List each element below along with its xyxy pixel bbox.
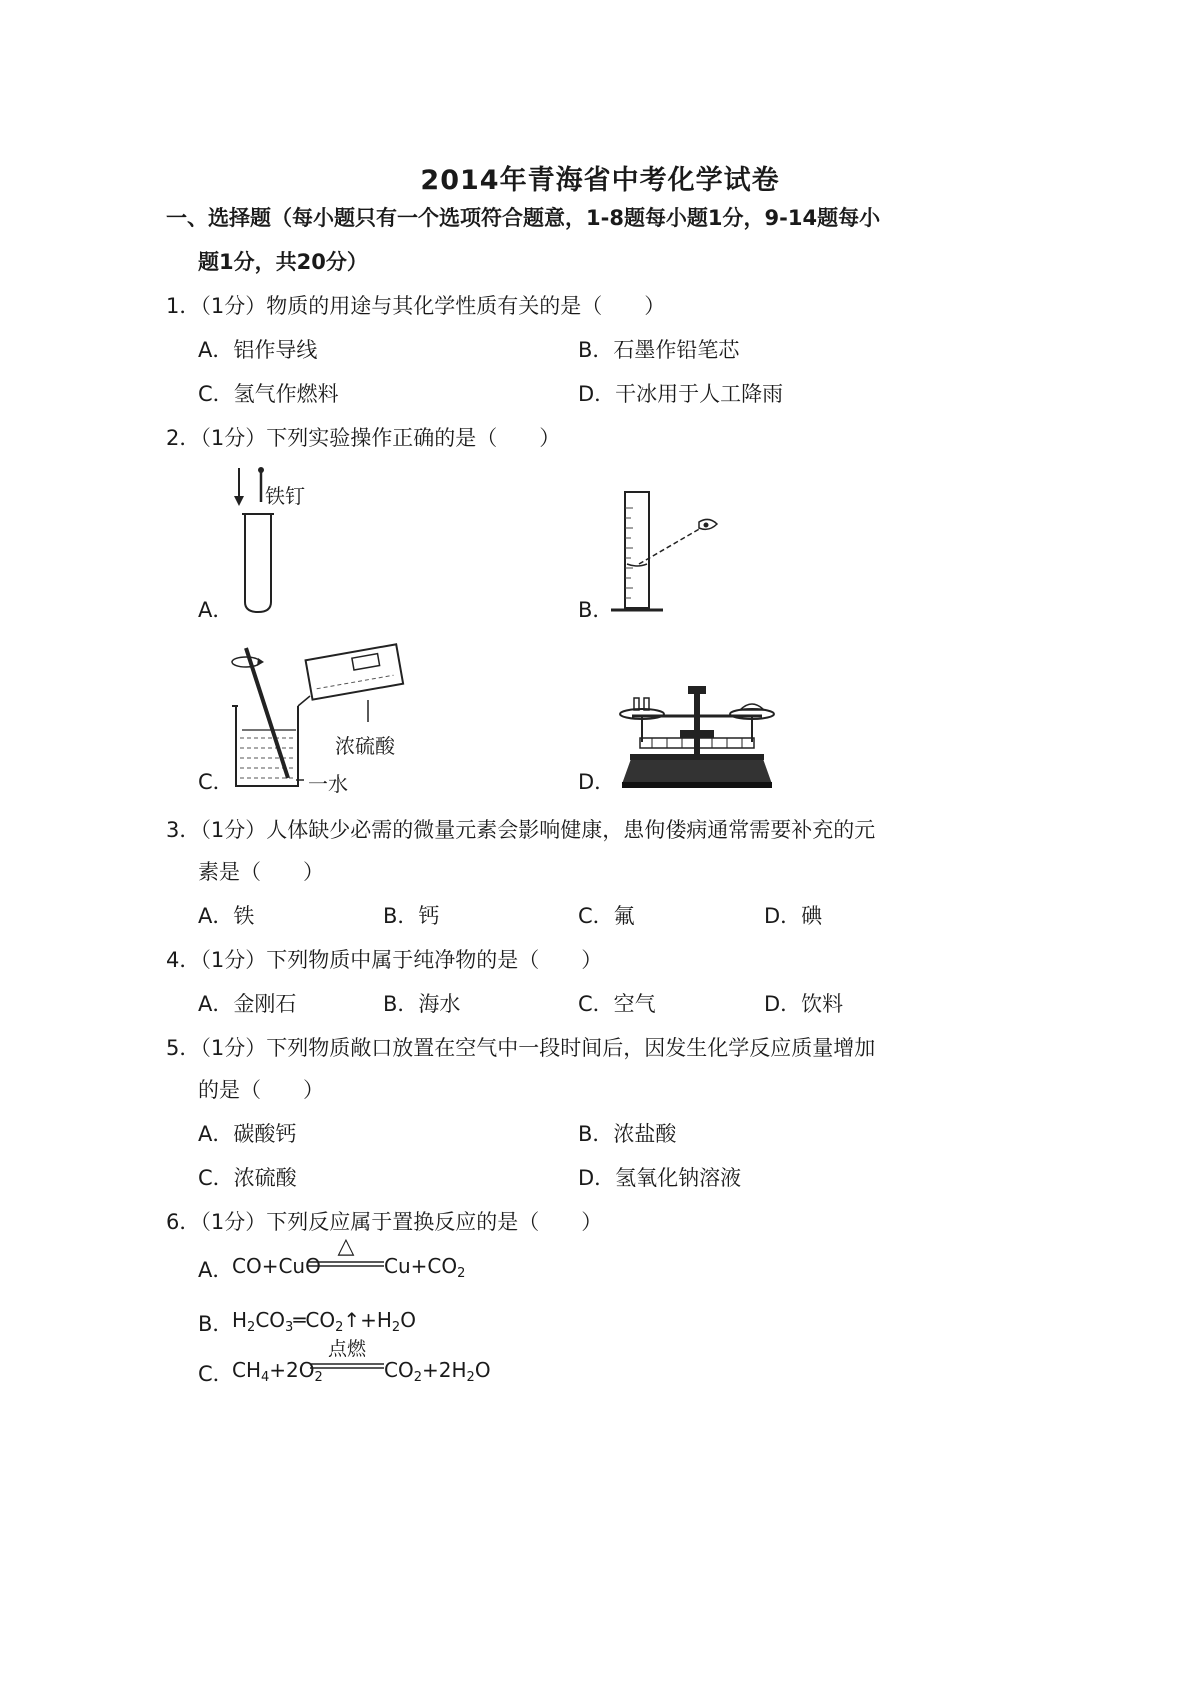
- section-heading-line2: 题1分，共20分）: [198, 250, 368, 274]
- section-heading-line1: 一、选择题（每小题只有一个选项符合题意，1-8题每小题1分，9-14题每小: [166, 206, 881, 230]
- question-stem: 下列物质敞口放置在空气中一段时间后，因发生化学反应质量增加: [266, 1036, 876, 1060]
- q4-option-d[interactable]: D．饮料: [764, 992, 844, 1016]
- q2-option-a[interactable]: A．: [198, 598, 234, 622]
- q1-option-a[interactable]: A．铝作导线: [198, 338, 318, 362]
- question-4: [166, 944, 602, 974]
- q3-option-d[interactable]: D．碘: [764, 904, 823, 928]
- question-2: [166, 422, 560, 452]
- question-number: 2．: [166, 426, 201, 450]
- graduated-cylinder-figure: [605, 488, 725, 618]
- question-score: （1分）: [200, 294, 267, 318]
- question-stem: 下列反应属于置换反应的是（ ）: [266, 1210, 603, 1234]
- question-number: 5．: [166, 1036, 201, 1060]
- q6-option-c[interactable]: C．: [198, 1362, 234, 1386]
- nail-label: 铁钉: [265, 484, 305, 508]
- question-score: （1分）: [200, 948, 267, 972]
- q4-option-b[interactable]: B．海水: [383, 992, 461, 1016]
- question-stem: 下列物质中属于纯净物的是（ ）: [266, 948, 603, 972]
- q5-option-d[interactable]: D．氢氧化钠溶液: [578, 1166, 742, 1190]
- question-score: （1分）: [200, 818, 267, 842]
- q2-option-d[interactable]: D．: [578, 770, 616, 794]
- equation-c-left: $CH_4+2O_2$: [232, 1358, 323, 1385]
- question-stem: 人体缺少必需的微量元素会影响健康，患佝偻病通常需要补充的元: [266, 818, 876, 842]
- q6-option-b[interactable]: B．: [198, 1312, 234, 1336]
- equation-a-right: $Cu+CO_2$: [384, 1254, 466, 1281]
- equation-b: $H_2CO_3═CO_2↑+H_2O$: [232, 1308, 416, 1335]
- question-stem: 物质的用途与其化学性质有关的是（ ）: [266, 294, 666, 318]
- question-5: [166, 1032, 875, 1062]
- question-number: 6．: [166, 1210, 201, 1234]
- question-score: （1分）: [200, 1210, 267, 1234]
- question-3: [166, 814, 875, 844]
- ignite-condition: [310, 1334, 384, 1376]
- question-stem: 下列实验操作正确的是（ ）: [266, 426, 561, 450]
- question-score: （1分）: [200, 1036, 267, 1060]
- q4-option-a[interactable]: A．金刚石: [198, 992, 297, 1016]
- question-score: （1分）: [200, 426, 267, 450]
- heat-icon: △: [337, 1234, 355, 1259]
- q2-option-c[interactable]: C．: [198, 770, 234, 794]
- q6-option-a[interactable]: A．: [198, 1258, 234, 1282]
- q4-option-c[interactable]: C．空气: [578, 992, 656, 1016]
- q1-option-b[interactable]: B．石墨作铅笔芯: [578, 338, 740, 362]
- question-number: 3．: [166, 818, 201, 842]
- q2-option-b[interactable]: B．: [578, 598, 614, 622]
- q5-option-b[interactable]: B．浓盐酸: [578, 1122, 677, 1146]
- question-number: 4．: [166, 948, 201, 972]
- q3-option-a[interactable]: A．铁: [198, 904, 255, 928]
- page-title: 2014年青海省中考化学试卷: [420, 165, 780, 196]
- question-3-stem-cont: 素是（ ）: [198, 860, 324, 884]
- ignite-label: 点燃: [327, 1338, 366, 1360]
- q5-option-a[interactable]: A．碳酸钙: [198, 1122, 297, 1146]
- acid-label: 浓硫酸: [335, 734, 395, 758]
- q1-option-d[interactable]: D．干冰用于人工降雨: [578, 382, 784, 406]
- q3-option-b[interactable]: B．钙: [383, 904, 440, 928]
- q3-option-c[interactable]: C．氟: [578, 904, 635, 928]
- heat-condition: [308, 1234, 384, 1274]
- question-6: [166, 1206, 602, 1236]
- balance-figure: [612, 680, 782, 792]
- equation-a-left: CO+CuO: [232, 1254, 321, 1278]
- q5-option-c[interactable]: C．浓硫酸: [198, 1166, 297, 1190]
- question-number: 1．: [166, 294, 201, 318]
- q1-option-c[interactable]: C．氢气作燃料: [198, 382, 339, 406]
- question-5-stem-cont: 的是（ ）: [198, 1078, 324, 1102]
- equation-c-right: $CO_2+2H_2O$: [384, 1358, 491, 1385]
- water-label: 一水: [308, 772, 348, 796]
- question-1: [166, 290, 665, 320]
